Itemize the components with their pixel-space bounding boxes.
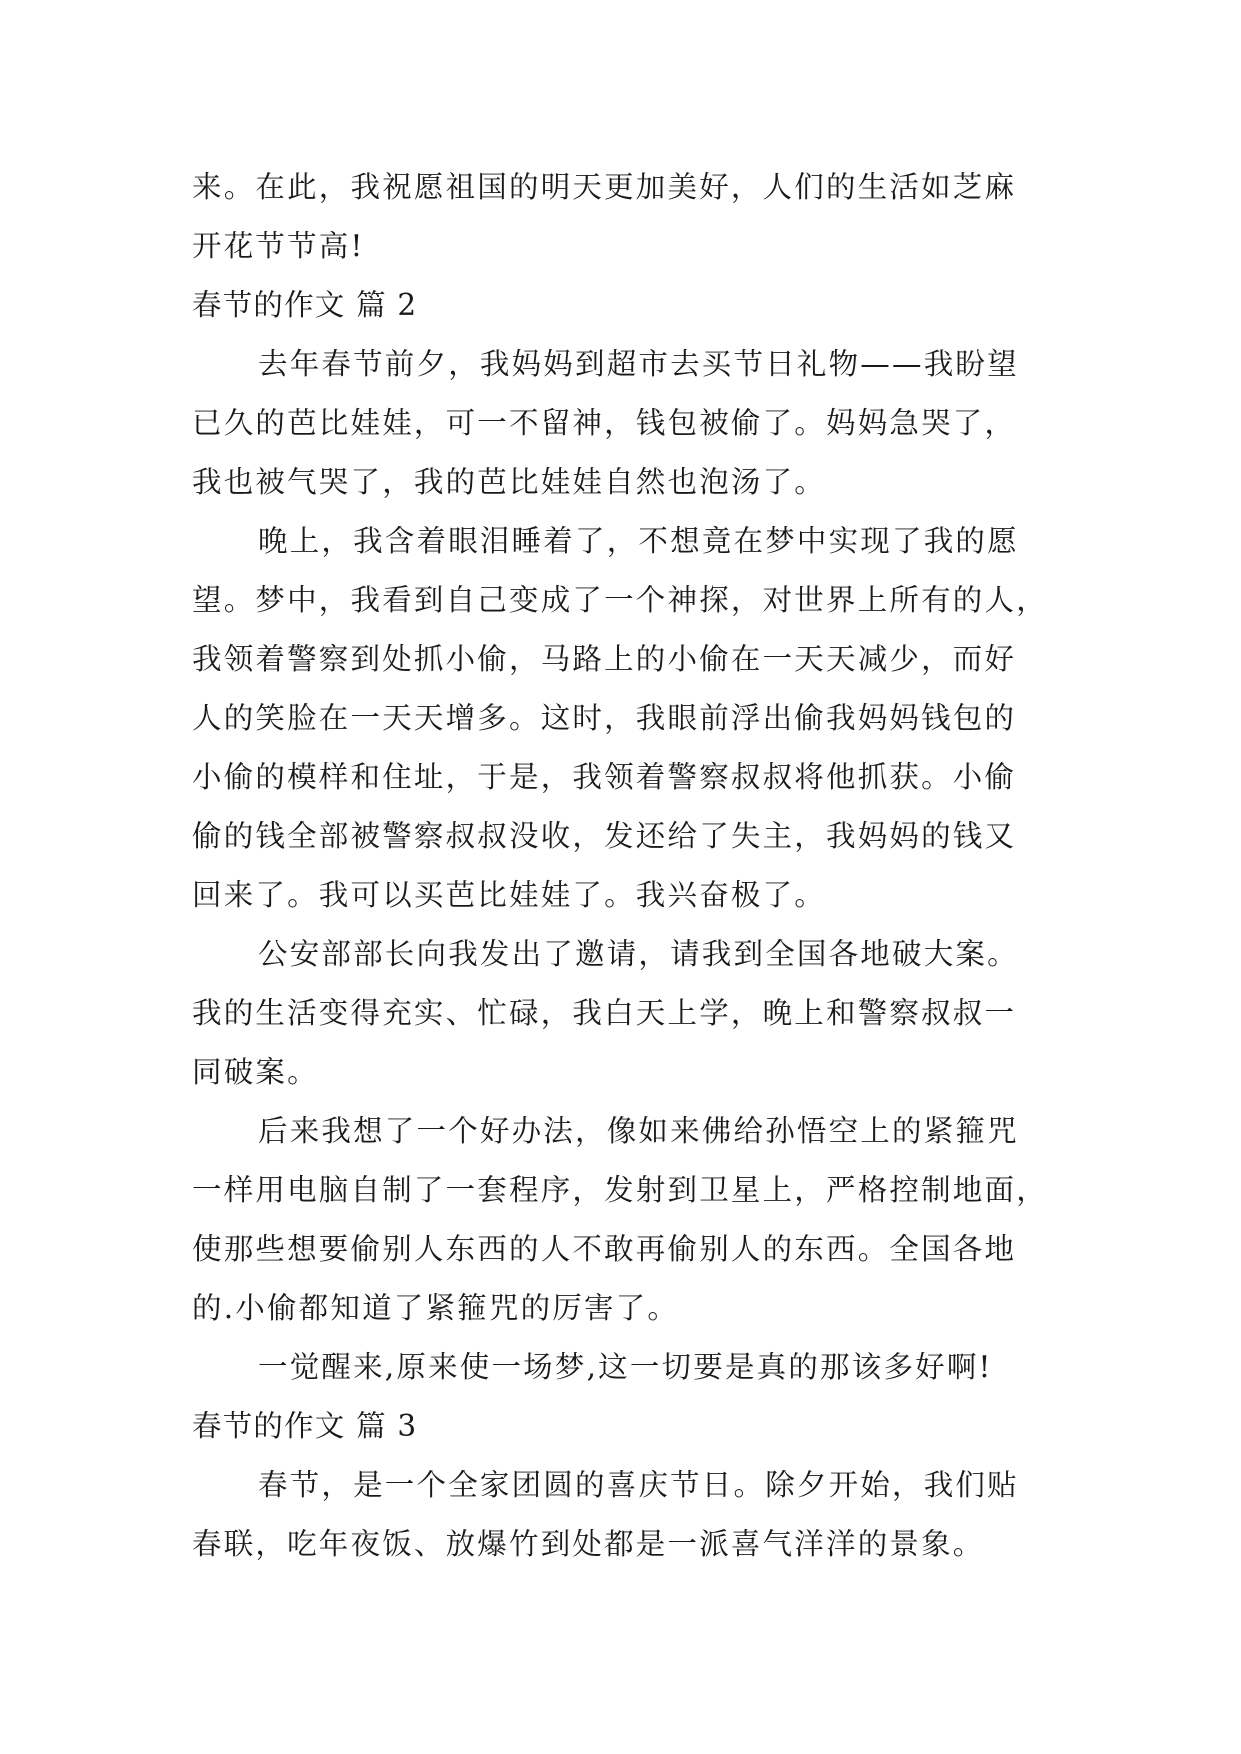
- paragraph-line: 已久的芭比娃娃，可一不留神，钱包被偷了。妈妈急哭了，: [192, 406, 1017, 440]
- paragraph-line: 一觉醒来,原来使一场梦,这一切要是真的那该多好啊!: [258, 1350, 993, 1384]
- paragraph-line: 的.小偷都知道了紧箍咒的厉害了。: [192, 1291, 680, 1325]
- paragraph-line: 我的生活变得充实、忙碌，我白天上学，晚上和警察叔叔一: [192, 996, 1017, 1030]
- paragraph-line: 小偷的模样和住址，于是，我领着警察叔叔将他抓获。小偷: [192, 760, 1017, 794]
- paragraph-line: 公安部部长向我发出了邀请，请我到全国各地破大案。: [258, 937, 1019, 971]
- paragraph-line: 开花节节高!: [192, 229, 365, 263]
- paragraph-line: 使那些想要偷别人东西的人不敢再偷别人的东西。全国各地: [192, 1232, 1017, 1266]
- paragraph-line: 一样用电脑自制了一套程序，发射到卫星上，严格控制地面，: [192, 1173, 1048, 1207]
- paragraph-line: 我领着警察到处抓小偷，马路上的小偷在一天天减少，而好: [192, 642, 1017, 676]
- paragraph-line: 春联，吃年夜饭、放爆竹到处都是一派喜气洋洋的景象。: [192, 1527, 985, 1561]
- paragraph-line: 晚上，我含着眼泪睡着了，不想竟在梦中实现了我的愿: [258, 524, 1019, 558]
- paragraph-line: 偷的钱全部被警察叔叔没收，发还给了失主，我妈妈的钱又: [192, 819, 1017, 853]
- paragraph-line: 来。在此，我祝愿祖国的明天更加美好，人们的生活如芝麻: [192, 170, 1017, 204]
- paragraph-line: 望。梦中，我看到自己变成了一个神探，对世界上所有的人，: [192, 583, 1048, 617]
- document-body: [192, 158, 1062, 1574]
- paragraph-line: 后来我想了一个好办法，像如来佛给孙悟空上的紧箍咒: [258, 1114, 1019, 1148]
- section-heading: 春节的作文 篇 2: [192, 288, 418, 322]
- section-heading: 春节的作文 篇 3: [192, 1409, 418, 1443]
- paragraph-line: 春节，是一个全家团圆的喜庆节日。除夕开始，我们贴: [258, 1468, 1019, 1502]
- paragraph-line: 去年春节前夕，我妈妈到超市去买节日礼物——我盼望: [258, 347, 1019, 381]
- paragraph-line: 同破案。: [192, 1055, 319, 1089]
- paragraph-line: 回来了。我可以买芭比娃娃了。我兴奋极了。: [192, 878, 827, 912]
- paragraph-line: 我也被气哭了，我的芭比娃娃自然也泡汤了。: [192, 465, 827, 499]
- paragraph-line: 人的笑脸在一天天增多。这时，我眼前浮出偷我妈妈钱包的: [192, 701, 1017, 735]
